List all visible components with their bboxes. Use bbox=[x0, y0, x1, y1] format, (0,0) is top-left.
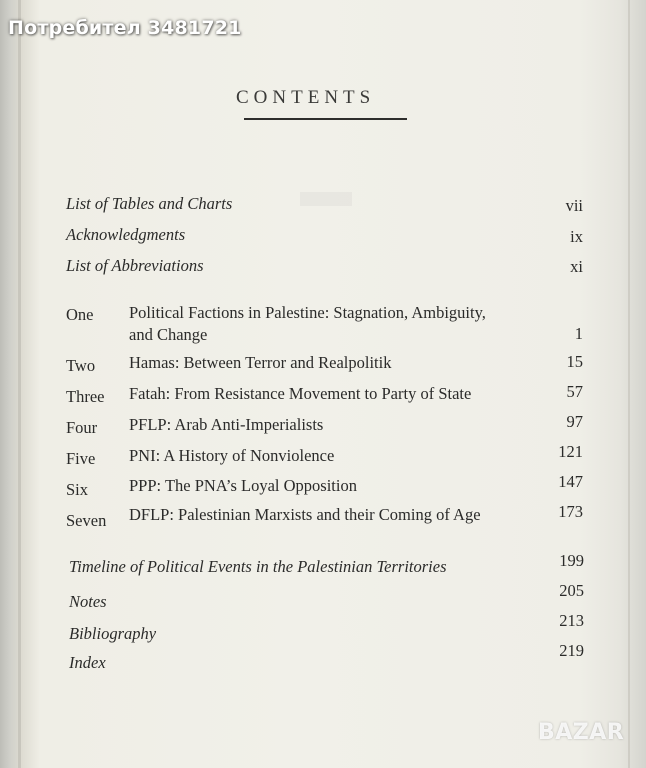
toc-entry-title: List of Abbreviations bbox=[66, 256, 204, 275]
title-underline bbox=[244, 118, 407, 120]
toc-entry-page: ix bbox=[570, 227, 583, 246]
toc-entry-page: 219 bbox=[559, 641, 584, 660]
watermark-logo: BAZAR bbox=[538, 720, 625, 745]
chapter-title: Fatah: From Resistance Movement to Party of State bbox=[129, 384, 472, 403]
toc-entry-title: Acknowledgments bbox=[66, 225, 186, 244]
chapter-title: PPP: The PNA’s Loyal Opposition bbox=[129, 476, 357, 495]
toc-entry-page: 213 bbox=[559, 611, 584, 630]
page-title: CONTENTS bbox=[236, 87, 376, 108]
toc-entry-page: 205 bbox=[559, 581, 584, 600]
chapter-title: Political Factions in Palestine: Stagnation, Ambiguity, bbox=[129, 303, 486, 322]
chapter-page: 147 bbox=[558, 472, 583, 491]
chapter-page: 15 bbox=[566, 352, 583, 371]
toc-entry-title: Notes bbox=[69, 592, 107, 611]
chapter-number: Seven bbox=[66, 511, 107, 530]
chapter-page: 121 bbox=[558, 442, 583, 461]
chapter-number: One bbox=[66, 305, 94, 324]
chapter-page: 173 bbox=[558, 502, 583, 521]
chapter-title: DFLP: Palestinian Marxists and their Coming of Age bbox=[129, 505, 481, 524]
chapter-number: Two bbox=[66, 356, 96, 375]
chapter-number: Four bbox=[66, 418, 98, 437]
toc-entry-page: vii bbox=[565, 196, 583, 215]
toc-entry-title: List of Tables and Charts bbox=[66, 194, 233, 213]
toc-entry-page: 199 bbox=[559, 551, 584, 570]
toc-entry-title: Timeline of Political Events in the Palestinian Territories bbox=[69, 557, 447, 576]
toc-entry-title: Bibliography bbox=[69, 624, 157, 643]
chapter-title: PNI: A History of Nonviolence bbox=[129, 446, 335, 465]
toc-entry-page: xi bbox=[570, 257, 583, 276]
chapter-number: Six bbox=[66, 480, 89, 499]
chapter-number: Five bbox=[66, 449, 96, 468]
page-edge-left bbox=[18, 0, 21, 768]
chapter-page: 97 bbox=[566, 412, 583, 431]
chapter-title: Hamas: Between Terror and Realpolitik bbox=[129, 353, 392, 372]
chapter-page: 57 bbox=[566, 382, 583, 401]
page-edge-right bbox=[628, 0, 630, 768]
toc-entry-title: Index bbox=[69, 653, 106, 672]
seller-label: Потребител 3481721 bbox=[8, 17, 242, 39]
chapter-title-continued: and Change bbox=[129, 325, 208, 344]
bleed-through-mark bbox=[300, 192, 352, 206]
chapter-page: 1 bbox=[574, 324, 583, 343]
chapter-title: PFLP: Arab Anti-Imperialists bbox=[129, 415, 324, 434]
chapter-number: Three bbox=[66, 387, 105, 406]
